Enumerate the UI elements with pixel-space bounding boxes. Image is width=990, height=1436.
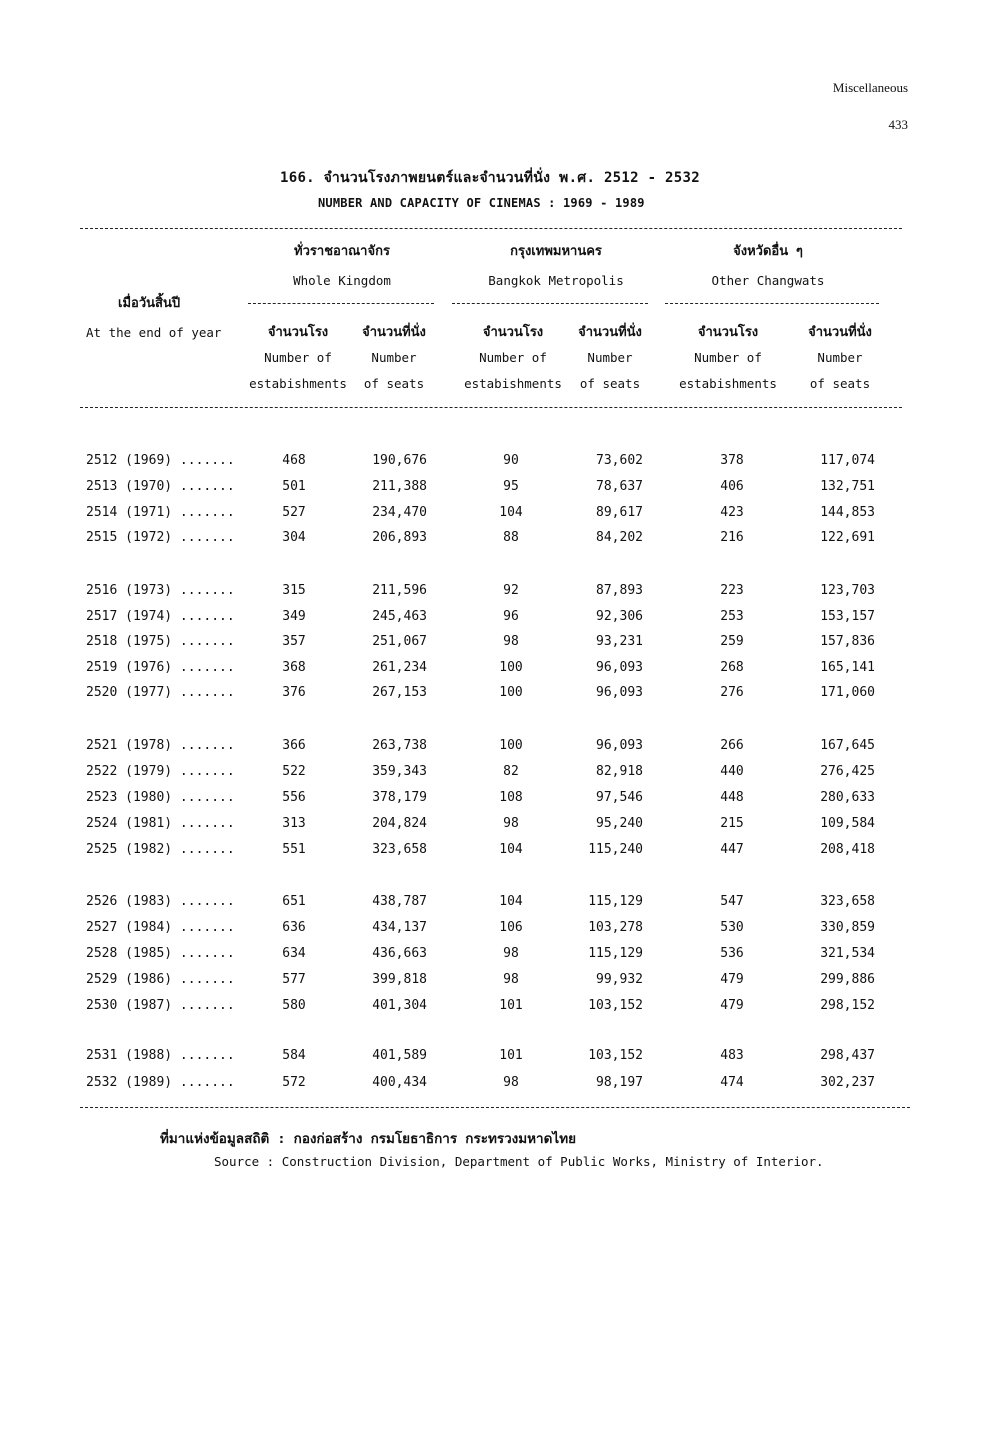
subheader-est-thai: จำนวนโรง (482, 325, 544, 340)
cell-whole-kingdom-seats: 245,463 (372, 609, 427, 624)
cell-other-seats: 122,691 (820, 530, 875, 545)
row-year: 2519 (1976) ....... (86, 660, 235, 675)
top-rule (80, 228, 902, 229)
cell-bangkok-establishments: 98 (503, 972, 519, 987)
cell-other-establishments: 223 (720, 583, 744, 598)
cell-whole-kingdom-seats: 204,824 (372, 816, 427, 831)
row-year: 2531 (1988) ....... (86, 1048, 235, 1063)
row-year: 2514 (1971) ....... (86, 505, 235, 520)
subheader-est-thai: จำนวนโรง (267, 325, 329, 340)
cell-other-seats: 109,584 (820, 816, 875, 831)
cell-other-seats: 167,645 (820, 738, 875, 753)
row-year: 2520 (1977) ....... (86, 685, 235, 700)
cell-whole-kingdom-seats: 399,818 (372, 972, 427, 987)
cell-other-establishments: 259 (720, 634, 744, 649)
table-title-english: NUMBER AND CAPACITY OF CINEMAS : 1969 - 1989 (318, 196, 645, 210)
cell-bangkok-seats: 115,129 (588, 946, 643, 961)
cell-whole-kingdom-establishments: 313 (282, 816, 306, 831)
cell-other-seats: 171,060 (820, 685, 875, 700)
region-other-thai: จังหวัดอื่น ๆ (733, 244, 803, 259)
cell-bangkok-establishments: 101 (499, 1048, 523, 1063)
cell-bangkok-seats: 96,093 (596, 660, 643, 675)
subheader-est-en1: Number of (479, 350, 547, 365)
cell-whole-kingdom-establishments: 651 (282, 894, 306, 909)
cell-bangkok-establishments: 98 (503, 634, 519, 649)
cell-other-establishments: 276 (720, 685, 744, 700)
region-bangkok-en: Bangkok Metropolis (488, 273, 624, 288)
row-year: 2523 (1980) ....... (86, 790, 235, 805)
subheader-seats-en1: Number (587, 350, 633, 365)
region-underline-whole-kingdom (248, 303, 434, 304)
cell-whole-kingdom-establishments: 357 (282, 634, 306, 649)
cell-other-establishments: 483 (720, 1048, 744, 1063)
cell-bangkok-seats: 97,546 (596, 790, 643, 805)
subheader-seats-en1: Number (371, 350, 417, 365)
cell-bangkok-seats: 99,932 (596, 972, 643, 987)
cell-bangkok-establishments: 106 (499, 920, 523, 935)
cell-bangkok-seats: 93,231 (596, 634, 643, 649)
subheader-seats-thai: จำนวนที่นั่ง (808, 325, 872, 340)
row-year: 2521 (1978) ....... (86, 738, 235, 753)
subheader-est-en1: Number of (264, 350, 332, 365)
cell-other-seats: 276,425 (820, 764, 875, 779)
cell-bangkok-seats: 73,602 (596, 453, 643, 468)
cell-whole-kingdom-seats: 190,676 (372, 453, 427, 468)
subheader-seats-thai: จำนวนที่นั่ง (362, 325, 426, 340)
cell-bangkok-seats: 115,129 (588, 894, 643, 909)
year-header-en: At the end of year (86, 325, 222, 340)
row-year: 2517 (1974) ....... (86, 609, 235, 624)
cell-bangkok-establishments: 90 (503, 453, 519, 468)
subheader-est-en2: estabishments (249, 376, 347, 391)
cell-other-seats: 280,633 (820, 790, 875, 805)
cell-other-seats: 132,751 (820, 479, 875, 494)
cell-bangkok-establishments: 92 (503, 583, 519, 598)
cell-whole-kingdom-seats: 378,179 (372, 790, 427, 805)
cell-whole-kingdom-seats: 261,234 (372, 660, 427, 675)
cell-other-establishments: 378 (720, 453, 744, 468)
cell-other-seats: 123,703 (820, 583, 875, 598)
cell-other-seats: 208,418 (820, 842, 875, 857)
row-year: 2527 (1984) ....... (86, 920, 235, 935)
cell-bangkok-seats: 87,893 (596, 583, 643, 598)
cell-whole-kingdom-seats: 323,658 (372, 842, 427, 857)
cell-whole-kingdom-establishments: 527 (282, 505, 306, 520)
cell-bangkok-seats: 96,093 (596, 738, 643, 753)
cell-whole-kingdom-establishments: 556 (282, 790, 306, 805)
cell-whole-kingdom-establishments: 304 (282, 530, 306, 545)
cell-bangkok-seats: 92,306 (596, 609, 643, 624)
cell-bangkok-establishments: 101 (499, 998, 523, 1013)
cell-bangkok-establishments: 88 (503, 530, 519, 545)
region-underline-bangkok (452, 303, 648, 304)
cell-bangkok-establishments: 104 (499, 505, 523, 520)
cell-whole-kingdom-establishments: 584 (282, 1048, 306, 1063)
cell-whole-kingdom-establishments: 551 (282, 842, 306, 857)
cell-whole-kingdom-establishments: 368 (282, 660, 306, 675)
cell-bangkok-seats: 115,240 (588, 842, 643, 857)
cell-whole-kingdom-seats: 400,434 (372, 1075, 427, 1090)
cell-other-seats: 157,836 (820, 634, 875, 649)
row-year: 2513 (1970) ....... (86, 479, 235, 494)
cell-other-seats: 323,658 (820, 894, 875, 909)
subheader-seats-en2: of seats (363, 376, 425, 391)
cell-bangkok-establishments: 104 (499, 842, 523, 857)
cell-bangkok-seats: 82,918 (596, 764, 643, 779)
cell-other-establishments: 474 (720, 1075, 744, 1090)
cell-other-establishments: 547 (720, 894, 744, 909)
cell-bangkok-establishments: 100 (499, 738, 523, 753)
cell-whole-kingdom-establishments: 580 (282, 998, 306, 1013)
cell-bangkok-establishments: 96 (503, 609, 519, 624)
cell-other-seats: 153,157 (820, 609, 875, 624)
cell-bangkok-seats: 84,202 (596, 530, 643, 545)
cell-other-seats: 330,859 (820, 920, 875, 935)
cell-other-seats: 144,853 (820, 505, 875, 520)
cell-whole-kingdom-establishments: 577 (282, 972, 306, 987)
cell-other-seats: 117,074 (820, 453, 875, 468)
cell-other-seats: 321,534 (820, 946, 875, 961)
subheader-est-en2: estabishments (679, 376, 777, 391)
cell-other-establishments: 423 (720, 505, 744, 520)
cell-other-establishments: 266 (720, 738, 744, 753)
region-underline-other (665, 303, 879, 304)
cell-bangkok-establishments: 98 (503, 946, 519, 961)
cell-bangkok-seats: 96,093 (596, 685, 643, 700)
table-title-thai: 166. จำนวนโรงภาพยนตร์และจำนวนที่นั่ง พ.ศ. 2512 - 2532 (280, 170, 700, 186)
subheader-est-en2: estabishments (464, 376, 562, 391)
cell-other-seats: 165,141 (820, 660, 875, 675)
cell-bangkok-establishments: 82 (503, 764, 519, 779)
cell-whole-kingdom-establishments: 522 (282, 764, 306, 779)
cell-other-establishments: 447 (720, 842, 744, 857)
row-year: 2525 (1982) ....... (86, 842, 235, 857)
cell-bangkok-seats: 103,152 (588, 998, 643, 1013)
row-year: 2528 (1985) ....... (86, 946, 235, 961)
row-year: 2524 (1981) ....... (86, 816, 235, 831)
cell-other-seats: 302,237 (820, 1075, 875, 1090)
region-whole-kingdom-en: Whole Kingdom (293, 273, 391, 288)
cell-other-establishments: 530 (720, 920, 744, 935)
subheader-est-en1: Number of (694, 350, 762, 365)
cell-whole-kingdom-seats: 267,153 (372, 685, 427, 700)
cell-bangkok-establishments: 108 (499, 790, 523, 805)
row-year: 2512 (1969) ....... (86, 453, 235, 468)
cell-whole-kingdom-establishments: 366 (282, 738, 306, 753)
subheader-seats-en2: of seats (809, 376, 871, 391)
cell-bangkok-establishments: 100 (499, 660, 523, 675)
cell-bangkok-establishments: 104 (499, 894, 523, 909)
cell-bangkok-seats: 98,197 (596, 1075, 643, 1090)
cell-whole-kingdom-establishments: 315 (282, 583, 306, 598)
cell-other-seats: 299,886 (820, 972, 875, 987)
cell-whole-kingdom-seats: 211,596 (372, 583, 427, 598)
cell-whole-kingdom-seats: 234,470 (372, 505, 427, 520)
cell-whole-kingdom-seats: 359,343 (372, 764, 427, 779)
row-year: 2522 (1979) ....... (86, 764, 235, 779)
cell-bangkok-seats: 103,278 (588, 920, 643, 935)
section-label: Miscellaneous (832, 80, 908, 95)
cell-other-establishments: 479 (720, 972, 744, 987)
cell-whole-kingdom-seats: 263,738 (372, 738, 427, 753)
cell-whole-kingdom-seats: 434,137 (372, 920, 427, 935)
bottom-rule (80, 1107, 910, 1108)
region-whole-kingdom-thai: ทั่วราชอาณาจักร (294, 244, 390, 259)
cell-whole-kingdom-establishments: 349 (282, 609, 306, 624)
source-thai: ที่มาแห่งข้อมูลสถิติ : กองก่อสร้าง กรมโยธาธิการ กระทรวงมหาดไทย (160, 1131, 577, 1147)
cell-other-seats: 298,437 (820, 1048, 875, 1063)
region-other-en: Other Changwats (711, 273, 825, 288)
cell-bangkok-establishments: 100 (499, 685, 523, 700)
cell-other-establishments: 268 (720, 660, 744, 675)
row-year: 2515 (1972) ....... (86, 530, 235, 545)
row-year: 2530 (1987) ....... (86, 998, 235, 1013)
cell-whole-kingdom-establishments: 634 (282, 946, 306, 961)
row-year: 2526 (1983) ....... (86, 894, 235, 909)
cell-whole-kingdom-seats: 206,893 (372, 530, 427, 545)
cell-whole-kingdom-seats: 251,067 (372, 634, 427, 649)
cell-whole-kingdom-establishments: 572 (282, 1075, 306, 1090)
row-year: 2529 (1986) ....... (86, 972, 235, 987)
year-header-thai: เมื่อวันสิ้นปี (118, 296, 181, 311)
cell-whole-kingdom-establishments: 636 (282, 920, 306, 935)
header-rule (80, 407, 902, 408)
cell-other-establishments: 448 (720, 790, 744, 805)
subheader-seats-en1: Number (817, 350, 863, 365)
cell-other-establishments: 440 (720, 764, 744, 779)
page-number: 433 (888, 117, 908, 132)
subheader-seats-thai: จำนวนที่นั่ง (578, 325, 642, 340)
cell-whole-kingdom-seats: 401,589 (372, 1048, 427, 1063)
region-bangkok-thai: กรุงเทพมหานคร (510, 244, 602, 259)
subheader-est-thai: จำนวนโรง (697, 325, 759, 340)
row-year: 2516 (1973) ....... (86, 583, 235, 598)
cell-bangkok-seats: 89,617 (596, 505, 643, 520)
row-year: 2518 (1975) ....... (86, 634, 235, 649)
cell-whole-kingdom-establishments: 501 (282, 479, 306, 494)
cell-bangkok-establishments: 98 (503, 1075, 519, 1090)
cell-other-establishments: 216 (720, 530, 744, 545)
cell-bangkok-seats: 103,152 (588, 1048, 643, 1063)
cell-bangkok-establishments: 98 (503, 816, 519, 831)
cell-bangkok-seats: 78,637 (596, 479, 643, 494)
subheader-seats-en2: of seats (579, 376, 641, 391)
cell-bangkok-seats: 95,240 (596, 816, 643, 831)
cell-whole-kingdom-seats: 436,663 (372, 946, 427, 961)
cell-other-establishments: 406 (720, 479, 744, 494)
cell-other-establishments: 479 (720, 998, 744, 1013)
cell-other-establishments: 536 (720, 946, 744, 961)
cell-whole-kingdom-seats: 401,304 (372, 998, 427, 1013)
source-english: Source : Construction Division, Department of Public Works, Ministry of Interior. (214, 1154, 824, 1169)
cell-other-seats: 298,152 (820, 998, 875, 1013)
cell-whole-kingdom-establishments: 468 (282, 453, 306, 468)
cell-bangkok-establishments: 95 (503, 479, 519, 494)
cell-whole-kingdom-seats: 211,388 (372, 479, 427, 494)
cell-other-establishments: 215 (720, 816, 744, 831)
cell-whole-kingdom-seats: 438,787 (372, 894, 427, 909)
cell-other-establishments: 253 (720, 609, 744, 624)
row-year: 2532 (1989) ....... (86, 1075, 235, 1090)
cell-whole-kingdom-establishments: 376 (282, 685, 306, 700)
